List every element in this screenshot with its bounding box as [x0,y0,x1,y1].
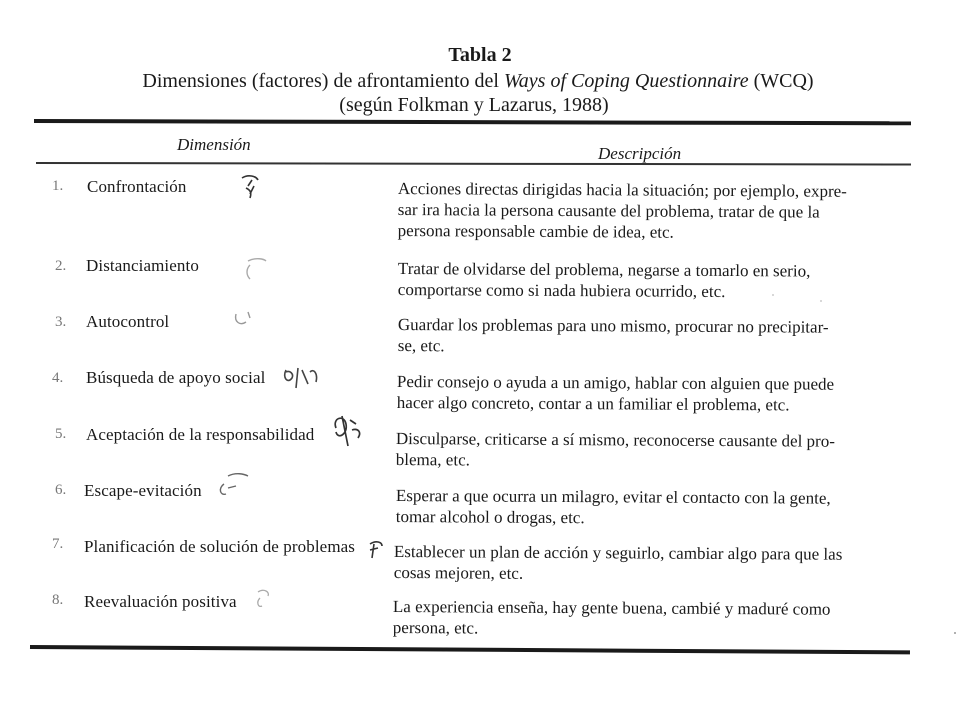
pen-scribble-icon [238,172,262,204]
dimension-description [396,485,886,530]
dimension-name: Planificación de solución de problemas [84,537,356,556]
table-source-text: (según Folkman y Lazarus, 1988) [339,94,609,116]
dimension-description [398,258,888,303]
description-line: Disculparse, criticarse a sí mismo, reconocerse causante del pro- [395,428,835,451]
dimension-description [398,314,888,359]
dimension-name: Confrontación [87,177,187,196]
row-number: 6. [55,482,67,498]
description-line: persona, etc. [392,617,479,638]
description-line: La experiencia enseña, hay gente buena, cambié y maduré como [392,597,831,619]
dimension-description [393,596,883,641]
pen-scribble-icon [214,470,254,504]
dimension-name: Autocontrol [86,312,170,331]
pen-scribble-icon [252,586,274,612]
table-top-rule [34,119,911,125]
description-line: se, etc. [397,335,445,356]
pen-scribble-icon [232,308,254,330]
description-line: blema, etc. [395,449,470,470]
description-line: cosas mejoren, etc. [393,562,524,583]
row-number: 8. [52,592,64,608]
description-line: comportarse como si nada hubiera ocurrido, etc. [397,279,726,302]
description-line: Acciones directas dirigidas hacia la situación; por ejemplo, expre- [397,178,847,201]
description-line: hacer algo concreto, contar a un familiar el problema, etc. [396,392,790,415]
pen-scribble-icon [280,360,324,396]
row-number: 7. [52,536,64,552]
scan-speck [954,632,956,634]
dimension-description [397,371,887,416]
row-number: 1. [52,178,64,194]
pen-scribble-icon [328,410,368,454]
pen-scribble-icon [240,255,270,285]
row-number: 5. [55,426,67,442]
dimension-name: Aceptación de la responsabilidad [86,425,315,444]
table-label-text: Tabla 2 [448,44,512,66]
row-number: 3. [55,314,67,330]
description-line: sar ira hacia la persona causante del problema, tratar de que la [397,199,820,222]
description-line: Establecer un plan de acción y seguirlo, cambiar algo para que las [393,542,843,564]
column-header-dimension: Dimensión [177,135,251,154]
dimension-name: Escape-evitación [84,481,202,500]
dimension-name: Búsqueda de apoyo social [86,368,266,387]
pen-scribble-icon [366,538,386,562]
description-line: Pedir consejo o ayuda a un amigo, hablar con alguien que puede [396,371,835,394]
table-bottom-rule [30,645,910,654]
scan-speck [772,294,774,296]
row-number: 4. [52,370,64,386]
table-title [0,71,958,91]
description-line: Esperar a que ocurra un milagro, evitar el contacto con la gente, [395,485,831,508]
dimension-description [398,178,888,244]
description-line: Tratar de olvidarse del problema, negarse a tomarlo en serio, [397,258,811,281]
table-label [0,45,960,65]
dimension-name: Reevaluación positiva [84,592,237,611]
dimension-description [396,428,886,473]
table-title-suffix: (WCQ) [748,70,814,92]
dimension-description [394,541,884,586]
scan-speck [820,300,822,302]
description-line: persona responsable cambie de idea, etc. [397,220,674,242]
row-number: 2. [55,258,67,274]
table-source [0,95,954,115]
description-line: Guardar los problemas para uno mismo, procurar no precipitar- [397,314,829,337]
description-line: tomar alcohol o drogas, etc. [395,506,585,528]
table-title-prefix: Dimensiones (factores) de afrontamiento del [142,70,504,92]
dimension-name: Distanciamiento [86,256,199,275]
column-header-description: Descripción [598,144,682,163]
table-title-italic: Ways of Coping Questionnaire [503,70,749,92]
table-header-rule [36,162,911,165]
